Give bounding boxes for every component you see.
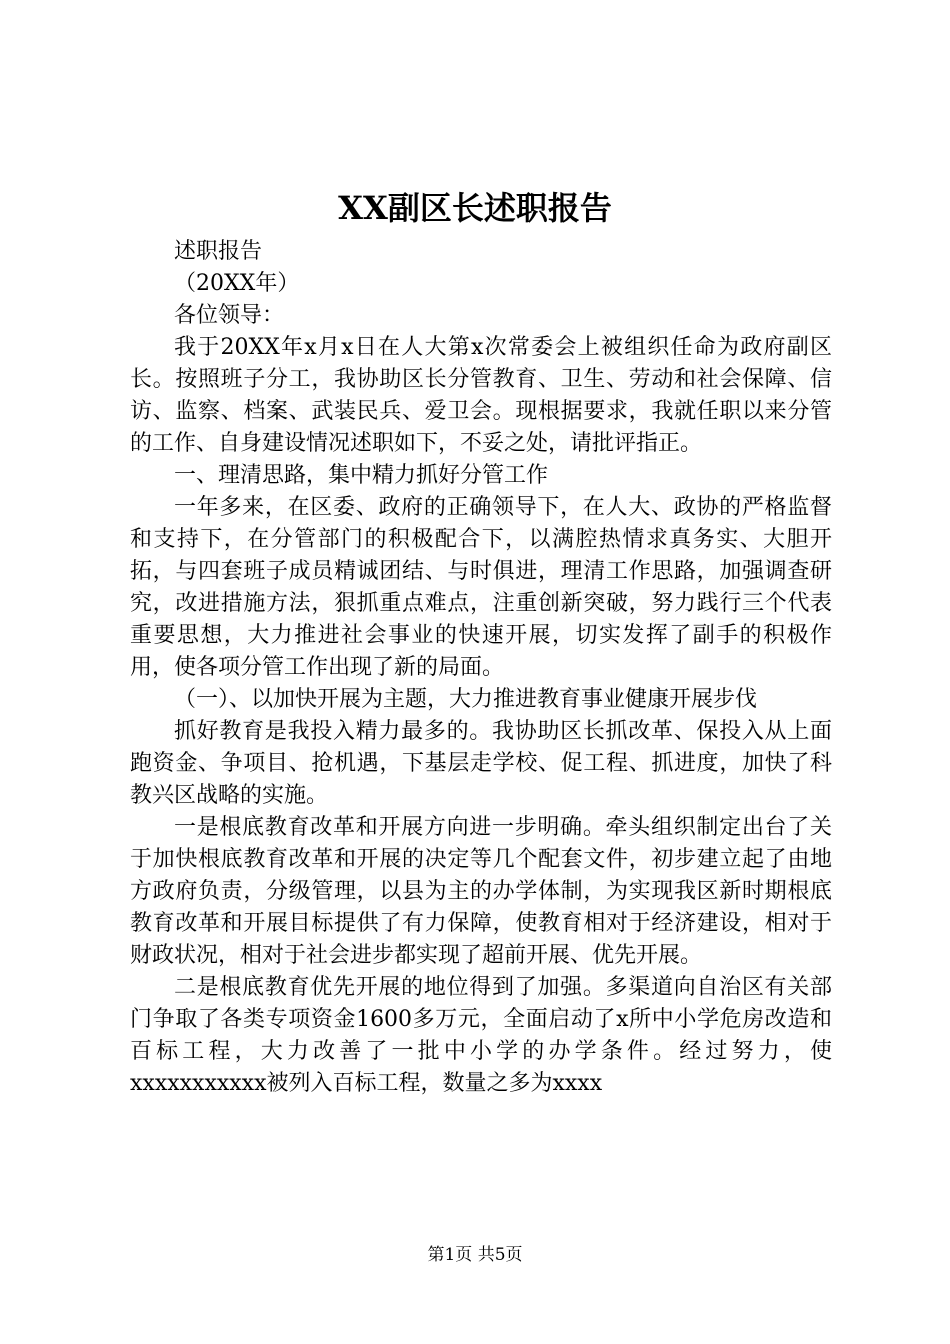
- paragraph-education: 抓好教育是我投入精力最多的。我协助区长抓改革、保投入从上面跑资金、争项目、抢机遇，下基层走学校、促工程、抓进度，加快了科教兴区战略的实施。: [130, 719, 832, 808]
- paragraph-salutation: 各位领导：: [174, 303, 285, 328]
- paragraph-year: （20XX年）: [174, 271, 300, 296]
- paragraph-point-1: 一是根底教育改革和开展方向进一步明确。牵头组织制定出台了关于加快根底教育改革和开展的决定等几个配套文件，初步建立起了由地方政府负责，分级管理，以县为主的办学体制，为实现我区新时期根底教育改革和开展目标提供了有力保障，使教育相对于经济建设，相对于财政状况，相对于社会进步都实现了超前开展、优先开展。: [130, 815, 832, 968]
- paragraph-point-2: 二是根底教育优先开展的地位得到了加强。多渠道向自治区有关部门争取了各类专项资金1600多万元，全面启动了x所中小学危房改造和百标工程，大力改善了一批中小学的办学条件。经过努力，使xxxxxxxxxxx被列入百标工程，数量之多为xxxx: [130, 975, 832, 1096]
- paragraph-intro: 我于20XX年x月x日在人大第x次常委会上被组织任命为政府副区长。按照班子分工，我协助区长分管教育、卫生、劳动和社会保障、信访、监察、档案、武装民兵、爱卫会。现根据要求，我就任职以来分管的工作、自身建设情况述职如下，不妥之处，请批评指正。: [130, 335, 832, 456]
- section-heading-1: 一、理清思路，集中精力抓好分管工作: [174, 463, 549, 488]
- document-body: [130, 236, 832, 1100]
- paragraph-heading-label: 述职报告: [174, 239, 263, 264]
- document-title: XX副区长述职报告: [338, 189, 612, 227]
- subsection-heading-1: （一）、以加快开展为主题，大力推进教育事业健康开展步伐: [174, 687, 758, 712]
- paragraph-overview: 一年多来，在区委、政府的正确领导下，在人大、政协的严格监督和支持下，在分管部门的积极配合下，以满腔热情求真务实、大胆开拓，与四套班子成员精诚团结、与时俱进，理清工作思路，加强调查研究，改进措施方法，狠抓重点难点，注重创新突破，努力践行三个代表重要思想，大力推进社会事业的快速开展，切实发挥了副手的积极作用，使各项分管工作出现了新的局面。: [130, 495, 832, 680]
- page-footer: 第1页 共5页: [427, 1245, 523, 1265]
